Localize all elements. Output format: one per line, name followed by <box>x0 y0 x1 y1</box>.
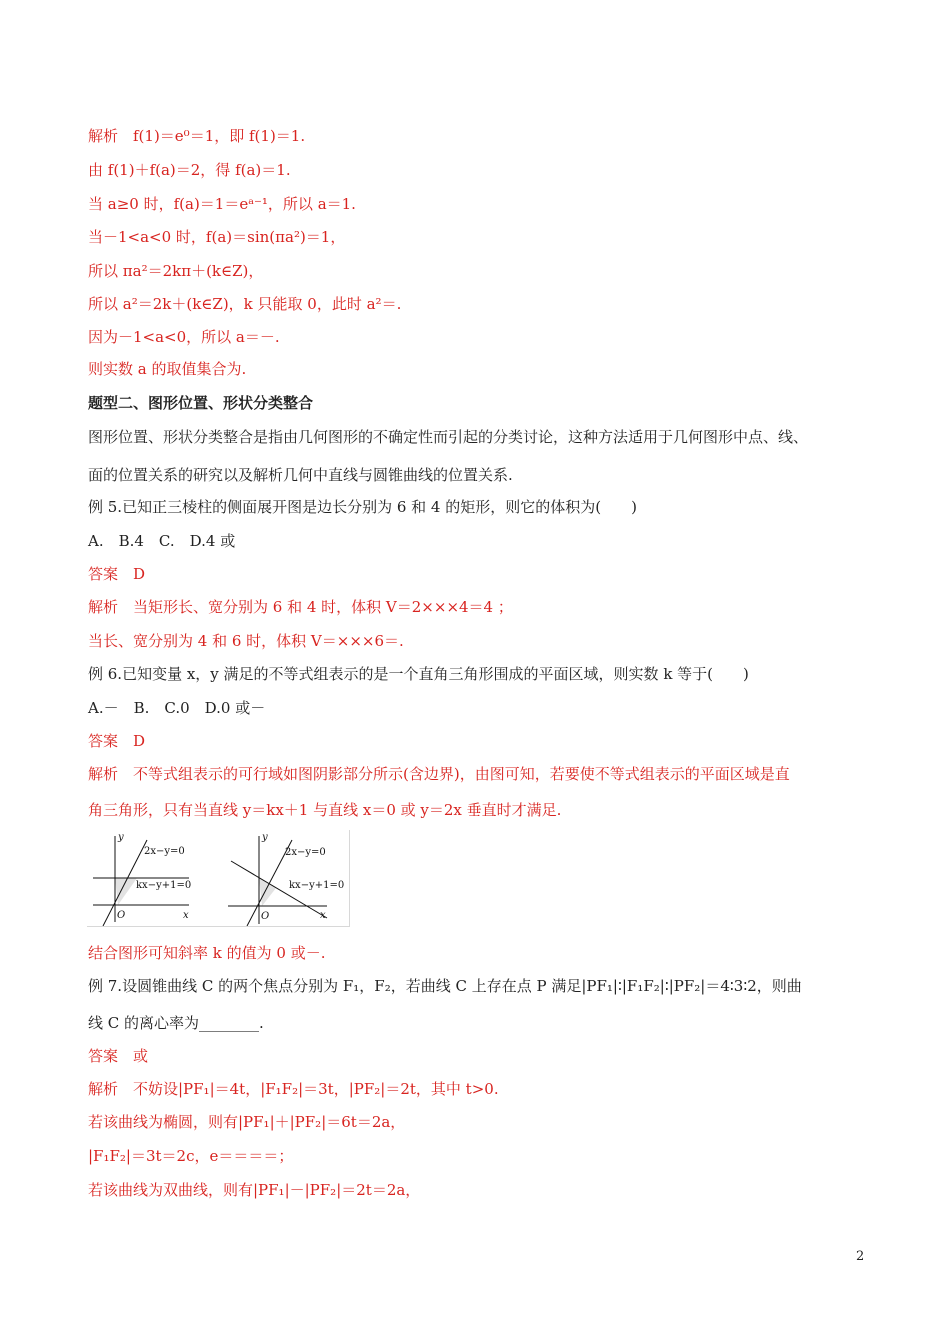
line-label: kx−y+1=0 <box>136 880 192 891</box>
text-line: 当－1<a<0 时，f(a)＝sin(πa²)＝1， <box>88 228 346 246</box>
text-line: 因为－1<a<0，所以 a＝－. <box>88 328 280 346</box>
text-line: 解析 不等式组表示的可行域如图阴影部分所示(含边界)，由图可知，若要使不等式组表示的平面区域是直 <box>88 765 790 783</box>
x-axis-label: x <box>320 910 326 921</box>
y-axis-label: y <box>262 832 268 843</box>
text-line: 线 C 的离心率为________. <box>88 1014 264 1032</box>
text-line: 所以 a²＝2k＋(k∈Z)，k 只能取 0，此时 a²＝. <box>88 295 402 313</box>
text-line: A. B.4 C. D.4 或 <box>88 532 236 550</box>
text-line: 例 5.已知正三棱柱的侧面展开图是边长分别为 6 和 4 的矩形，则它的体积为( ) <box>88 498 637 516</box>
line-label: 2x−y=0 <box>144 846 185 857</box>
x-axis-label: x <box>183 910 189 921</box>
text-line: 角三角形，只有当直线 y＝kx＋1 与直线 x＝0 或 y＝2x 垂直时才满足. <box>88 801 562 819</box>
origin-label: O <box>117 910 126 921</box>
text-line: 所以 πa²＝2kπ＋(k∈Z)， <box>88 262 264 280</box>
text-line: 则实数 a 的取值集合为. <box>88 360 247 378</box>
text-line: 例 6.已知变量 x，y 满足的不等式组表示的是一个直角三角形围成的平面区域，则实数 k 等于( ) <box>88 665 749 683</box>
text-line: 解析 不妨设|PF₁|＝4t，|F₁F₂|＝3t，|PF₂|＝2t，其中 t>0. <box>88 1080 499 1098</box>
origin-label: O <box>261 911 270 922</box>
text-line: 例 7.设圆锥曲线 C 的两个焦点分别为 F₁，F₂，若曲线 C 上存在点 P 满足|PF₁|∶|F₁F₂|∶|PF₂|＝4∶3∶2，则曲 <box>88 977 802 995</box>
section-heading: 题型二、图形位置、形状分类整合 <box>88 394 314 412</box>
figure-left <box>93 832 191 926</box>
text-line: 答案 或 <box>88 1047 149 1065</box>
text-line: 面的位置关系的研究以及解析几何中直线与圆锥曲线的位置关系. <box>88 466 513 484</box>
text-line: 当 a≥0 时，f(a)＝1＝eᵃ⁻¹，所以 a＝1. <box>88 195 356 213</box>
figure-svg <box>87 830 349 926</box>
line-label: kx−y+1=0 <box>289 880 345 891</box>
text-line: 答案 D <box>88 732 146 750</box>
text-line: 解析 f(1)＝e⁰＝1，即 f(1)＝1. <box>88 127 306 145</box>
text-line: |F₁F₂|＝3t＝2c，e＝＝＝＝； <box>88 1147 294 1165</box>
feasible-region-figures <box>87 830 350 927</box>
text-line: 当长、宽分别为 4 和 6 时，体积 V＝×××6＝. <box>88 632 404 650</box>
text-line: 图形位置、形状分类整合是指由几何图形的不确定性而引起的分类讨论，这种方法适用于几何图形中点、线、 <box>88 428 809 446</box>
text-line: 结合图形可知斜率 k 的值为 0 或－. <box>88 944 326 962</box>
figure-right <box>228 832 344 926</box>
text-line: A.－ B. C.0 D.0 或－ <box>88 699 266 717</box>
text-line: 若该曲线为双曲线，则有|PF₁|－|PF₂|＝2t＝2a， <box>88 1181 421 1199</box>
text-line: 解析 当矩形长、宽分别为 6 和 4 时，体积 V＝2×××4＝4 ； <box>88 598 513 616</box>
text-line: 由 f(1)＋f(a)＝2，得 f(a)＝1. <box>88 161 291 179</box>
text-line: 若该曲线为椭圆，则有|PF₁|＋|PF₂|＝6t＝2a， <box>88 1113 406 1131</box>
page-number: 2 <box>856 1249 865 1264</box>
line-label: 2x−y=0 <box>285 847 326 858</box>
text-line: 答案 D <box>88 565 146 583</box>
y-axis-label: y <box>118 832 124 843</box>
